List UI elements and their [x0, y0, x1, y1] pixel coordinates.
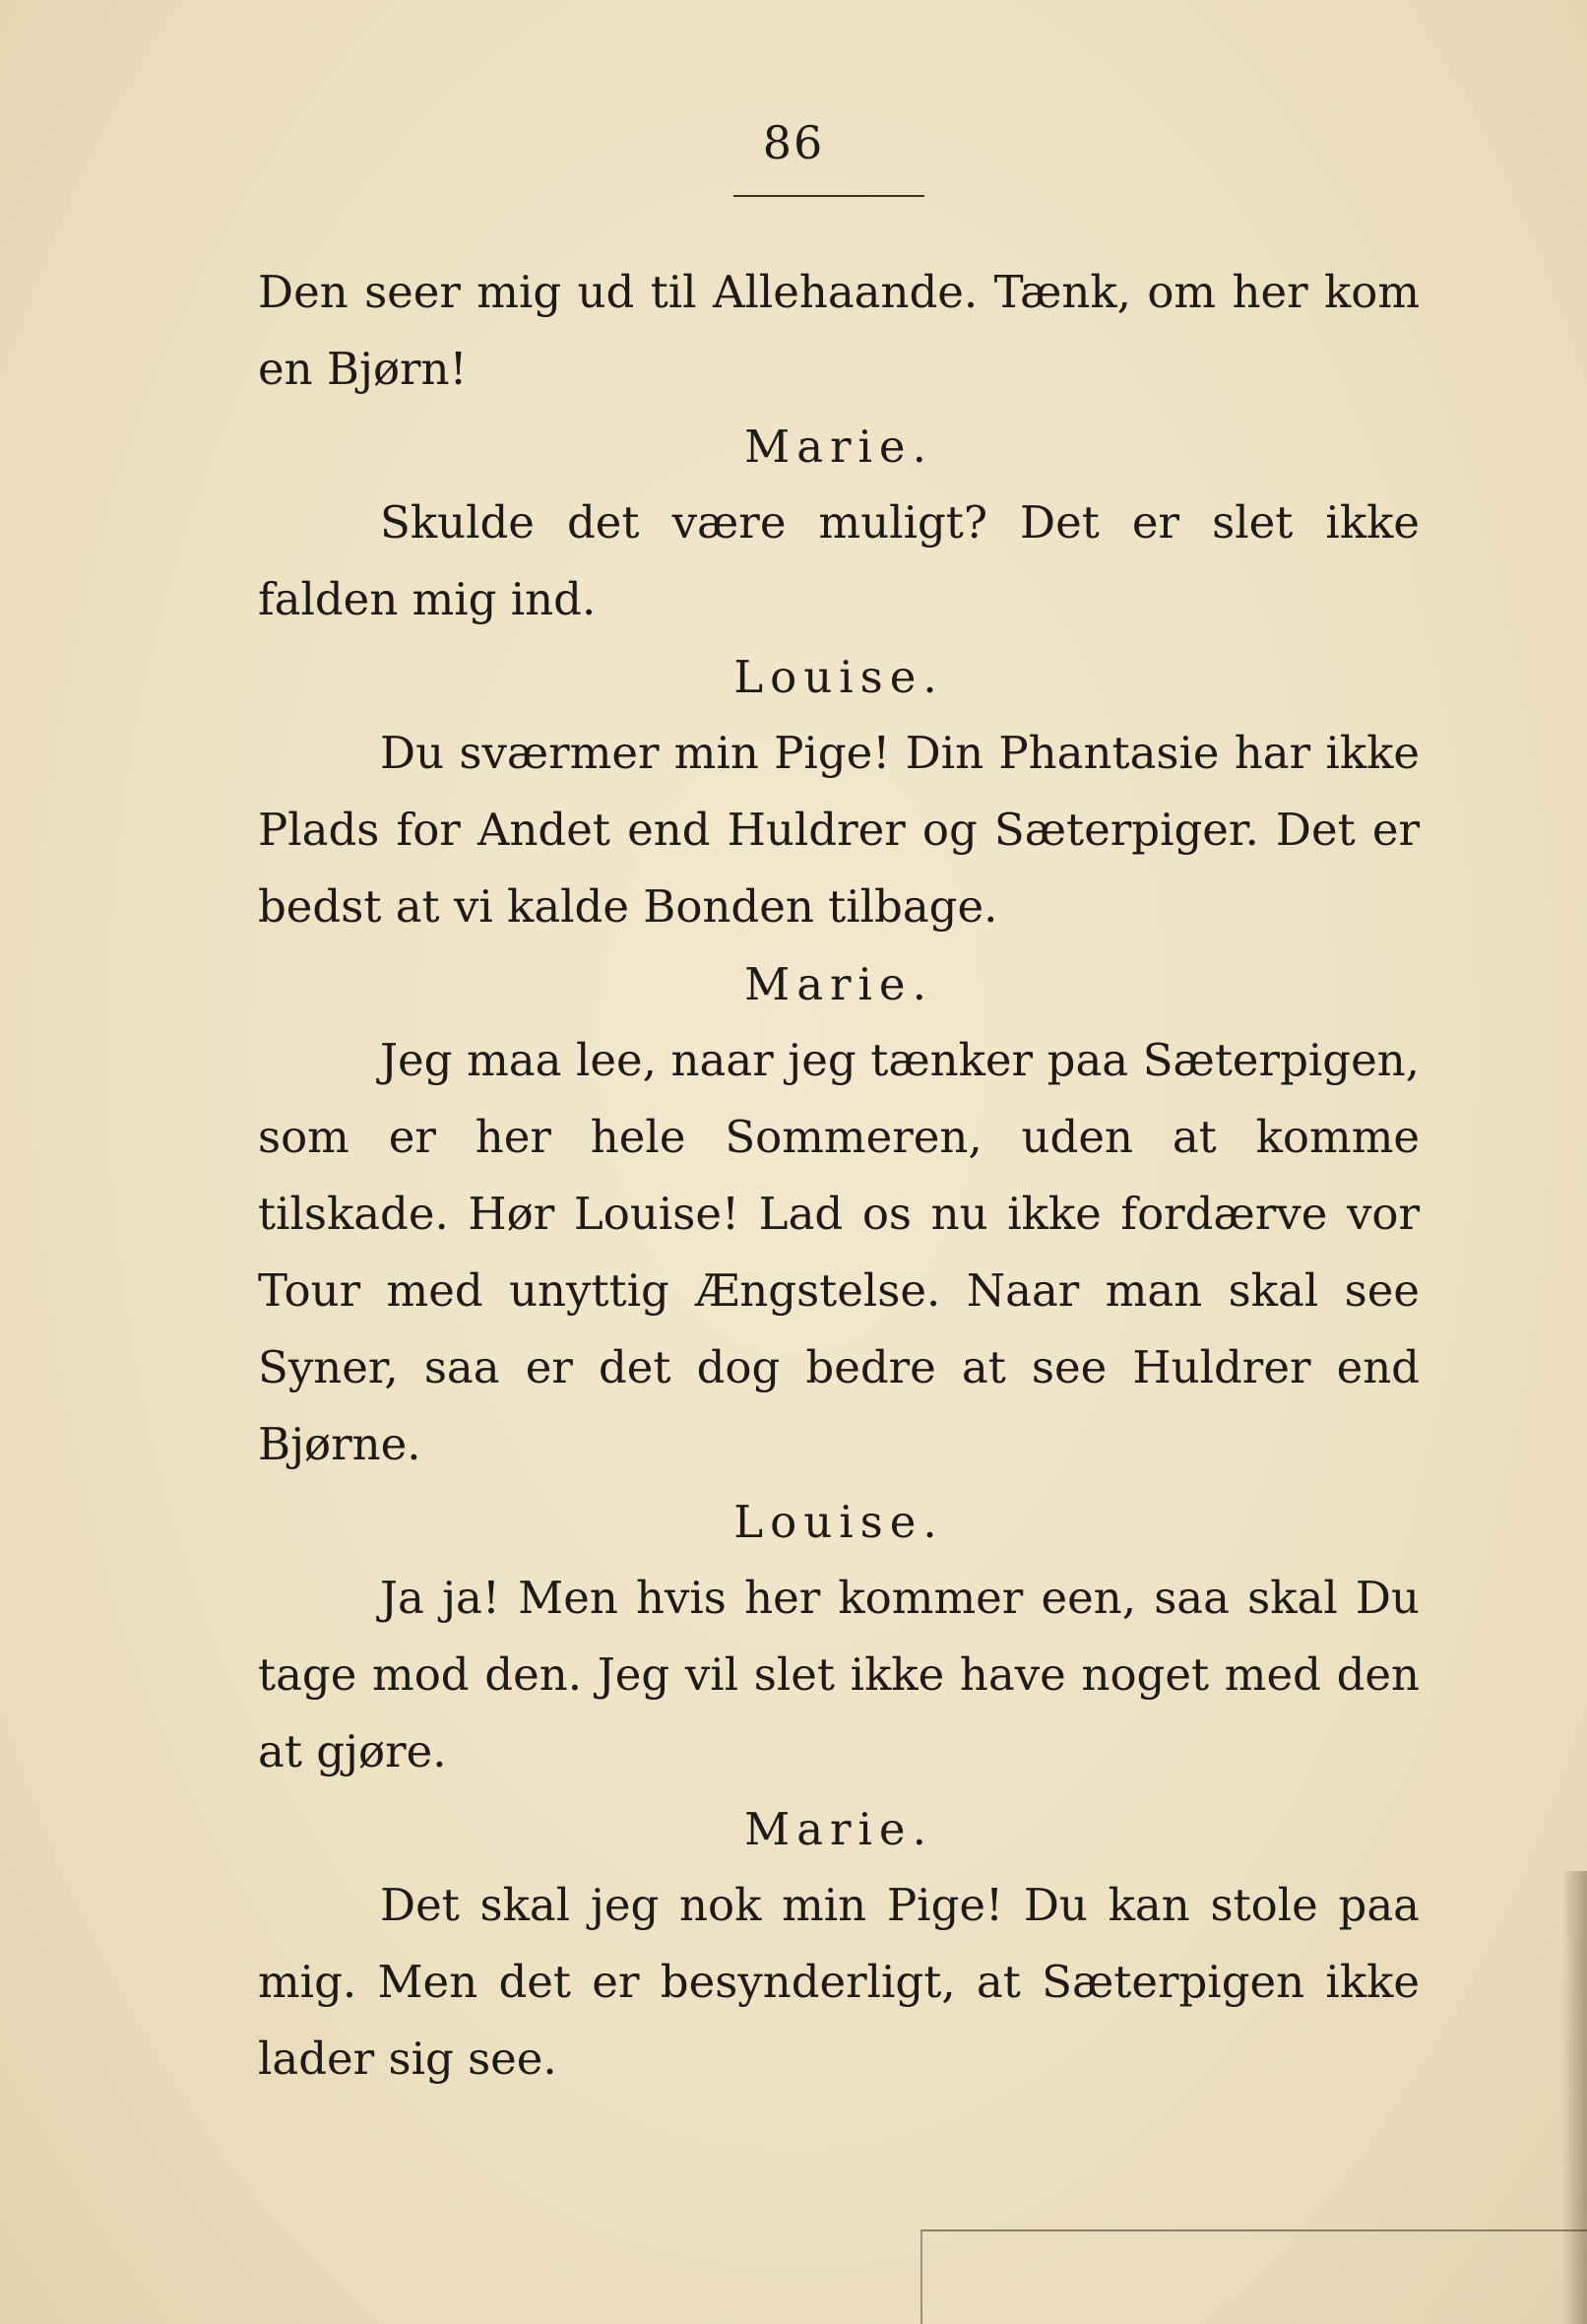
page-edge-shadow: [1561, 1871, 1587, 2324]
bottom-rule: [920, 2229, 1587, 2231]
paragraph: Det skal jeg nok min Pige! Du kan stole paa mig. Men det er besynderligt, at Sæterpigen ikke lader sig see.: [258, 1879, 1420, 2085]
speaker-name: Louise.: [733, 651, 944, 703]
speaker-name: Marie.: [744, 958, 933, 1010]
header-rule: [733, 195, 924, 197]
paragraph: Du sværmer min Pige! Din Phantasie har ikke Plads for Andet end Huldrer og Sæterpiger. Det er bedst at vi kalde Bonden tilbage.: [258, 727, 1420, 933]
paragraph: Skulde det være muligt? Det er slet ikke falden mig ind.: [258, 496, 1420, 625]
dialogue-text: [258, 254, 1420, 2098]
page-number: 86: [762, 116, 825, 169]
speaker-name: Marie.: [744, 420, 933, 473]
bottom-corner-line: [920, 2229, 922, 2324]
speaker-name: Marie.: [744, 1803, 933, 1855]
paragraph: Ja ja! Men hvis her kommer een, saa skal Du tage mod den. Jeg vil slet ikke have noget med den at gjøre.: [258, 1572, 1420, 1777]
paragraph: Jeg maa lee, naar jeg tænker paa Sæterpigen, som er her hele Sommeren, uden at komme tilskade. Hør Louise! Lad os nu ikke fordærve vor Tour med unyttig Ængstelse. Naar man skal see Syner, saa er det dog bedre at see Huldrer end Bjørne.: [258, 1034, 1420, 1470]
speaker-name: Louise.: [733, 1496, 944, 1548]
paragraph: Den seer mig ud til Allehaande. Tænk, om her kom en Bjørn!: [258, 266, 1420, 395]
